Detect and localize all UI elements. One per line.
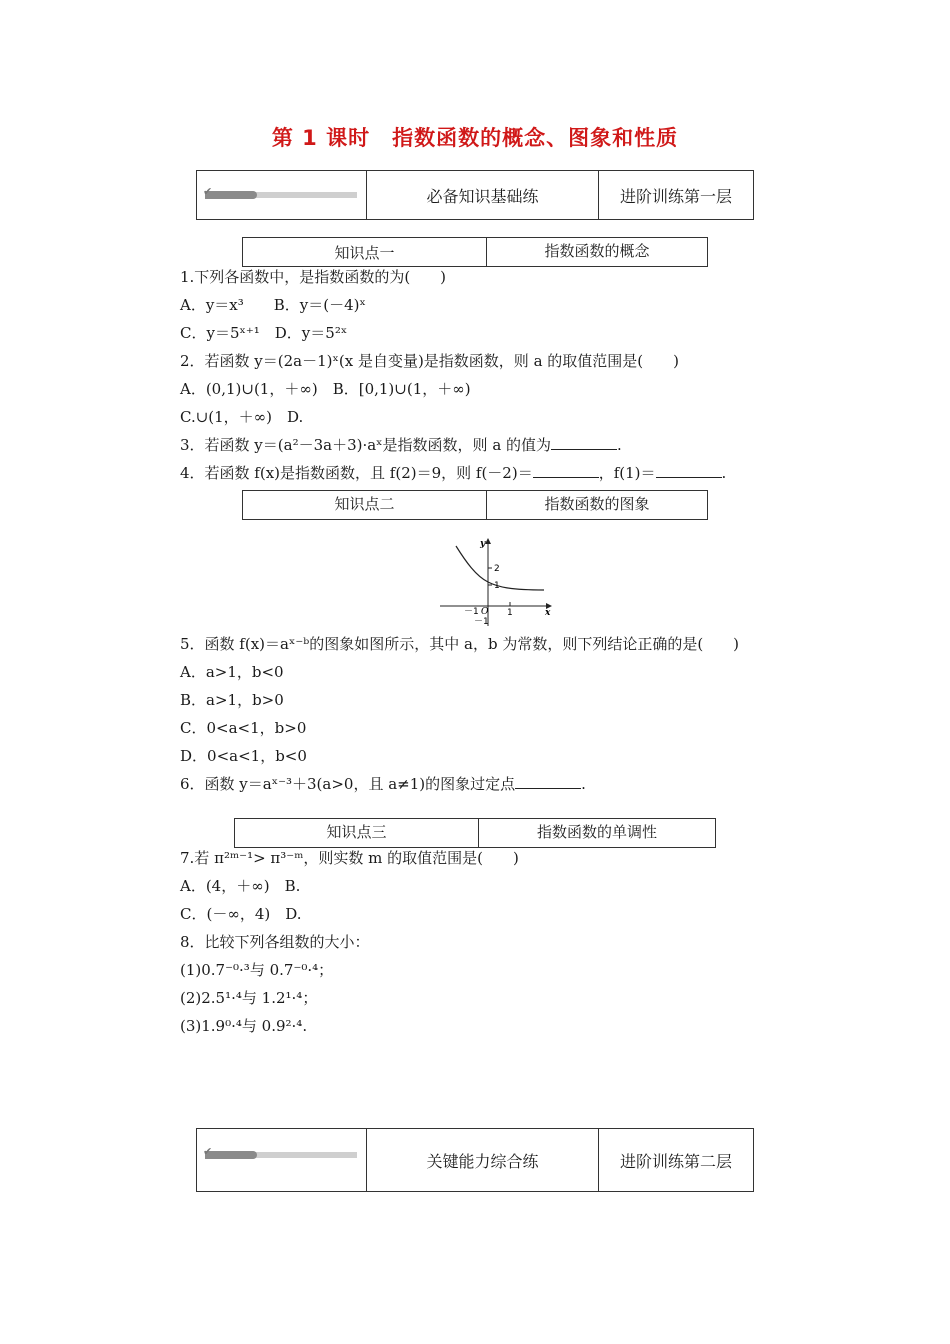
question-6: 6．函数 y＝aˣ⁻³＋3(a>0，且 a≠1)的图象过定点 . (180, 775, 586, 793)
q4-text-2: ，f(1)＝ (598, 464, 656, 482)
q1-options-cd: C．y＝5ˣ⁺¹ D．y＝5²ˣ (180, 324, 348, 342)
q5-option-a: A．a>1，b<0 (180, 663, 284, 681)
answer-blank[interactable] (656, 463, 722, 478)
q4-text: 4．若函数 f(x)是指数函数，且 f(2)＝9，则 f(－2)＝ (180, 464, 533, 482)
knowledge-point-3 (234, 818, 716, 848)
banner-title: 必备知识基础练 (367, 171, 599, 219)
section-banner-basic (196, 170, 754, 220)
check-icon: ✔ (203, 185, 213, 198)
answer-blank[interactable] (551, 435, 617, 450)
tick-label: －1 (474, 617, 489, 627)
banner-level: 进阶训练第一层 (619, 186, 732, 206)
q7-options-ab: A．(4，＋∞) B. (180, 877, 301, 895)
answer-blank[interactable] (515, 774, 581, 789)
question-3: 3．若函数 y＝(a²－3a＋3)·aˣ是指数函数，则 a 的值为 . (180, 436, 622, 454)
knowledge-point-2 (242, 490, 708, 520)
question-4: 4．若函数 f(x)是指数函数，且 f(2)＝9，则 f(－2)＝ ，f(1)＝ . (180, 464, 727, 482)
question-2: 2．若函数 y＝(2a－1)ˣ(x 是自变量)是指数函数，则 a 的取值范围是( ) (180, 352, 679, 370)
q6-text: 6．函数 y＝aˣ⁻³＋3(a>0，且 a≠1)的图象过定点 (180, 775, 516, 793)
check-icon: ✔ (203, 1145, 213, 1158)
answer-blank[interactable] (533, 463, 599, 478)
progress-decoration (197, 171, 367, 219)
tick-label: 1 (507, 608, 513, 618)
kp-topic: 指数函数的图象 (544, 495, 650, 513)
q2-options-ab: A．(0,1)∪(1，＋∞) B．[0,1)∪(1，＋∞) (180, 380, 471, 398)
tick-label: 1 (494, 581, 500, 591)
y-axis-label: y (480, 539, 486, 549)
q8-part-2: (2)2.5¹·⁴与 1.2¹·⁴； (180, 989, 318, 1007)
page-title: 第 1 课时 指数函数的概念、图象和性质 (271, 126, 679, 150)
origin-label: O (481, 607, 489, 617)
knowledge-point-1 (242, 237, 708, 267)
kp-label: 知识点三 (235, 819, 479, 847)
progress-decoration (197, 1129, 367, 1191)
x-axis-label: x (545, 608, 551, 618)
kp-topic: 指数函数的概念 (544, 242, 650, 260)
exponential-graph (436, 536, 554, 628)
kp-label: 知识点一 (243, 238, 487, 266)
tick-label: －1 (464, 607, 479, 617)
banner-title: 关键能力综合练 (367, 1129, 599, 1191)
tick-label: 2 (494, 564, 500, 574)
kp-label: 知识点二 (243, 491, 487, 519)
question-5: 5．函数 f(x)＝aˣ⁻ᵇ的图象如图所示，其中 a，b 为常数，则下列结论正确的是( ) (180, 635, 740, 653)
banner-level: 进阶训练第二层 (619, 1151, 732, 1171)
question-1: 1.下列各函数中，是指数函数的为( ) (180, 268, 447, 286)
q7-options-cd: C．(－∞，4) D. (180, 905, 302, 923)
section-banner-advanced (196, 1128, 754, 1192)
q8-part-1: (1)0.7⁻⁰·³与 0.7⁻⁰·⁴； (180, 961, 334, 979)
q3-text: 3．若函数 y＝(a²－3a＋3)·aˣ是指数函数，则 a 的值为 (180, 436, 552, 454)
question-7: 7.若 π²ᵐ⁻¹> π³⁻ᵐ，则实数 m 的取值范围是( ) (180, 849, 519, 867)
question-8: 8．比较下列各组数的大小： (180, 933, 370, 951)
q8-part-3: (3)1.9⁰·⁴与 0.9²·⁴. (180, 1017, 308, 1035)
kp-topic: 指数函数的单调性 (536, 823, 657, 841)
q5-option-d: D．0<a<1，b<0 (180, 747, 307, 765)
q2-options-cd: C.∪(1，＋∞) D. (180, 408, 304, 426)
q5-option-b: B．a>1，b>0 (180, 691, 284, 709)
q5-option-c: C．0<a<1，b>0 (180, 719, 307, 737)
q1-options-ab: A．y＝x³ B．y＝(－4)ˣ (180, 296, 366, 314)
